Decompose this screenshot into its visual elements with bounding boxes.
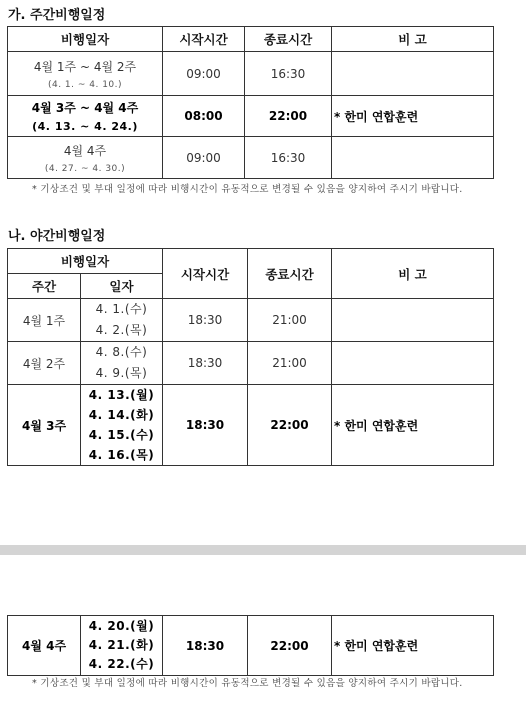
end-time: 22:00 xyxy=(245,96,332,137)
day-item: 4. 14.(화) xyxy=(88,408,155,422)
night-flight-table xyxy=(7,248,494,466)
week-range: 4월 4주 xyxy=(63,143,107,158)
week-range: 4월 1주 ~ 4월 2주 xyxy=(33,59,137,74)
header-start-time: 시작시간 xyxy=(163,27,245,52)
day-item: 4. 15.(수) xyxy=(88,428,155,442)
start-time: 18:30 xyxy=(163,385,248,466)
table-row xyxy=(8,385,494,466)
end-time: 21:00 xyxy=(248,342,332,385)
days-cell xyxy=(81,299,163,342)
remarks: * 한미 연합훈련 xyxy=(332,96,494,137)
start-time: 08:00 xyxy=(163,96,245,137)
flight-date-cell xyxy=(8,137,163,179)
header-start-time: 시작시간 xyxy=(163,249,248,299)
footnote: * 기상조건 및 부대 일정에 따라 비행시간이 유동적으로 변경될 수 있음을 양지하여 주시기 바랍니다. xyxy=(32,184,463,195)
table-row xyxy=(8,96,494,137)
day-item: 4. 21.(화) xyxy=(88,638,155,652)
section-a-title: 가. 주간비행일정 xyxy=(8,8,106,23)
days-cell xyxy=(81,385,163,466)
day-item: 4. 22.(수) xyxy=(88,657,155,671)
remarks: * 한미 연합훈련 xyxy=(332,616,494,676)
days-cell xyxy=(81,616,163,676)
start-time: 18:30 xyxy=(163,299,248,342)
date-range: (4. 27. ~ 4. 30.) xyxy=(44,163,126,174)
end-time: 16:30 xyxy=(245,137,332,179)
table-row xyxy=(8,299,494,342)
date-range: (4. 13. ~ 4. 24.) xyxy=(32,120,138,133)
flight-date-cell xyxy=(8,96,163,137)
table-row xyxy=(8,616,494,676)
header-flight-date: 비행일자 xyxy=(8,27,163,52)
remarks xyxy=(332,137,494,179)
end-time: 22:00 xyxy=(248,385,332,466)
day-item: 4. 16.(목) xyxy=(88,448,155,462)
table-row xyxy=(8,342,494,385)
end-time: 21:00 xyxy=(248,299,332,342)
header-flight-date: 비행일자 xyxy=(8,249,163,274)
day-item: 4. 13.(월) xyxy=(88,388,155,402)
section-b-title: 나. 야간비행일정 xyxy=(8,229,106,244)
week-cell: 4월 4주 xyxy=(8,616,81,676)
table-row xyxy=(8,52,494,96)
header-end-time: 종료시간 xyxy=(248,249,332,299)
week-cell: 4월 1주 xyxy=(8,299,81,342)
footnote: * 기상조건 및 부대 일정에 따라 비행시간이 유동적으로 변경될 수 있음을 양지하여 주시기 바랍니다. xyxy=(32,678,463,689)
table-row xyxy=(8,137,494,179)
day-item: 4. 9.(목) xyxy=(95,366,148,380)
header-week: 주간 xyxy=(8,274,81,299)
flight-date-cell xyxy=(8,52,163,96)
week-cell: 4월 2주 xyxy=(8,342,81,385)
remarks xyxy=(332,299,494,342)
remarks: * 한미 연합훈련 xyxy=(332,385,494,466)
header-end-time: 종료시간 xyxy=(245,27,332,52)
week-cell: 4월 3주 xyxy=(8,385,81,466)
day-item: 4. 2.(목) xyxy=(95,323,148,337)
header-remarks: 비 고 xyxy=(332,249,494,299)
start-time: 18:30 xyxy=(163,616,248,676)
day-flight-table xyxy=(7,26,494,179)
page-break xyxy=(0,545,526,555)
date-range: (4. 1. ~ 4. 10.) xyxy=(47,79,123,90)
week-range: 4월 3주 ~ 4월 4주 xyxy=(31,101,139,115)
remarks xyxy=(332,52,494,96)
night-flight-table-continued xyxy=(7,615,494,676)
start-time: 09:00 xyxy=(163,52,245,96)
header-remarks: 비 고 xyxy=(332,27,494,52)
start-time: 09:00 xyxy=(163,137,245,179)
header-day: 일자 xyxy=(81,274,163,299)
end-time: 16:30 xyxy=(245,52,332,96)
start-time: 18:30 xyxy=(163,342,248,385)
day-item: 4. 20.(월) xyxy=(88,619,155,633)
end-time: 22:00 xyxy=(248,616,332,676)
day-item: 4. 8.(수) xyxy=(95,345,148,359)
day-item: 4. 1.(수) xyxy=(95,302,148,316)
remarks xyxy=(332,342,494,385)
days-cell xyxy=(81,342,163,385)
